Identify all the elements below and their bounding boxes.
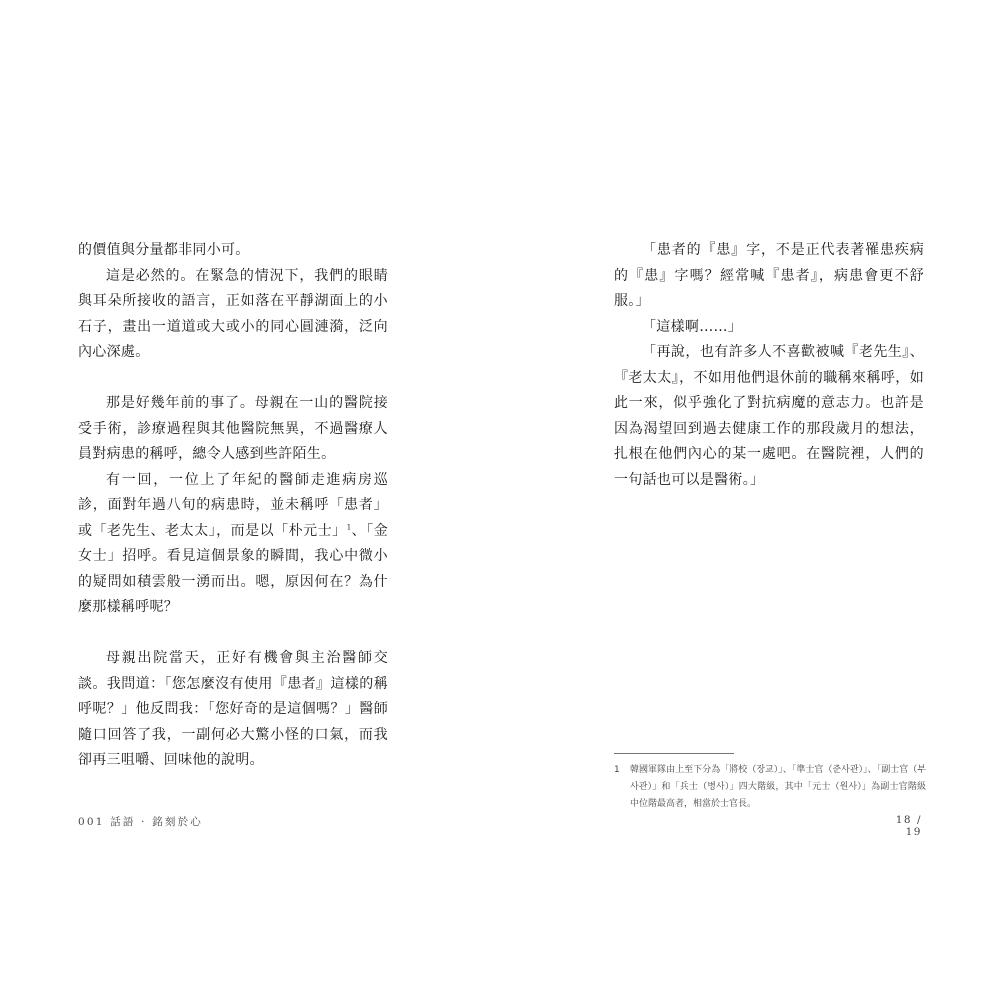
footnote-number: 1 [614, 765, 620, 775]
paragraph: 母親出院當天，正好有機會與主治醫師交談。我問道：「您怎麼沒有使用『患者』這樣的稱呼呢？」他反問我：「您好奇的是這個嗎？」醫師隨口回答了我，一副何必大驚小怪的口氣，而我卻再三咀嚼、回味他的說明。 [78, 650, 388, 768]
paragraph: 這是必然的。在緊急的情況下，我們的眼睛與耳朵所接收的語言，正如落在平靜湖面上的小石子，畫出一道道或大或小的同心圓漣漪，泛向內心深處。 [78, 267, 388, 360]
paragraph: 「這樣啊……」 [642, 318, 743, 335]
footnote-text: 韓國軍隊由上至下分為「將校（장교）」、「準士官（준사관）」、「副士官（부사관）」和「兵士（병사）」四大階級，其中「元士（원사）」為副士官階級中位階最高者，相當於士官長。 [630, 765, 926, 809]
running-footer-title: 001 話語 · 銘刻於心 [78, 816, 203, 828]
footnote-divider [614, 753, 734, 754]
paragraph: 的價值與分量都非同小可。 [78, 242, 250, 258]
right-page [500, 0, 1000, 1000]
paragraph-text-part: 、「金女士」招呼。看見這個景象的瞬間，我心中微小的疑問如積雲般一湧而出。嗯，原因何在？為什麼那樣稱呼呢？ [78, 522, 388, 615]
right-body-text [614, 238, 924, 493]
paragraph: 那是好幾年前的事了。母親在一山的醫院接受手術，診療過程與其他醫院無異，不過醫療人員對病患的稱呼，總令人感到些許陌生。 [78, 395, 388, 462]
paragraph: 「再說，也有許多人不喜歡被喊『老先生』、『老太太』，不如用他們退休前的職稱來稱呼，如此一來，似乎強化了對抗病魔的意志力。也許是因為渴望回到過去健康工作的那段歲月的想法，扎根在他們內心的某一處吧。在醫院裡，人們的一句話也可以是醫術。」 [614, 344, 924, 488]
left-body-text [78, 238, 388, 774]
footnote-reference-mark: 1 [346, 522, 352, 531]
footnote [614, 762, 926, 813]
paragraph-with-footnote-ref [78, 468, 388, 621]
page-numbers: 18 / 19 [895, 814, 922, 838]
paragraph-text-part: 有一回，一位上了年紀的醫師走進病房巡診，面對年過八旬的病患時，並未稱呼「患者」或「老先生、老太太」，而是以「朴元士」 [78, 471, 388, 539]
paragraph: 「患者的『患』字，不是正代表著罹患疾病的『患』字嗎？經常喊『患者』，病患會更不舒服。」 [614, 242, 924, 309]
